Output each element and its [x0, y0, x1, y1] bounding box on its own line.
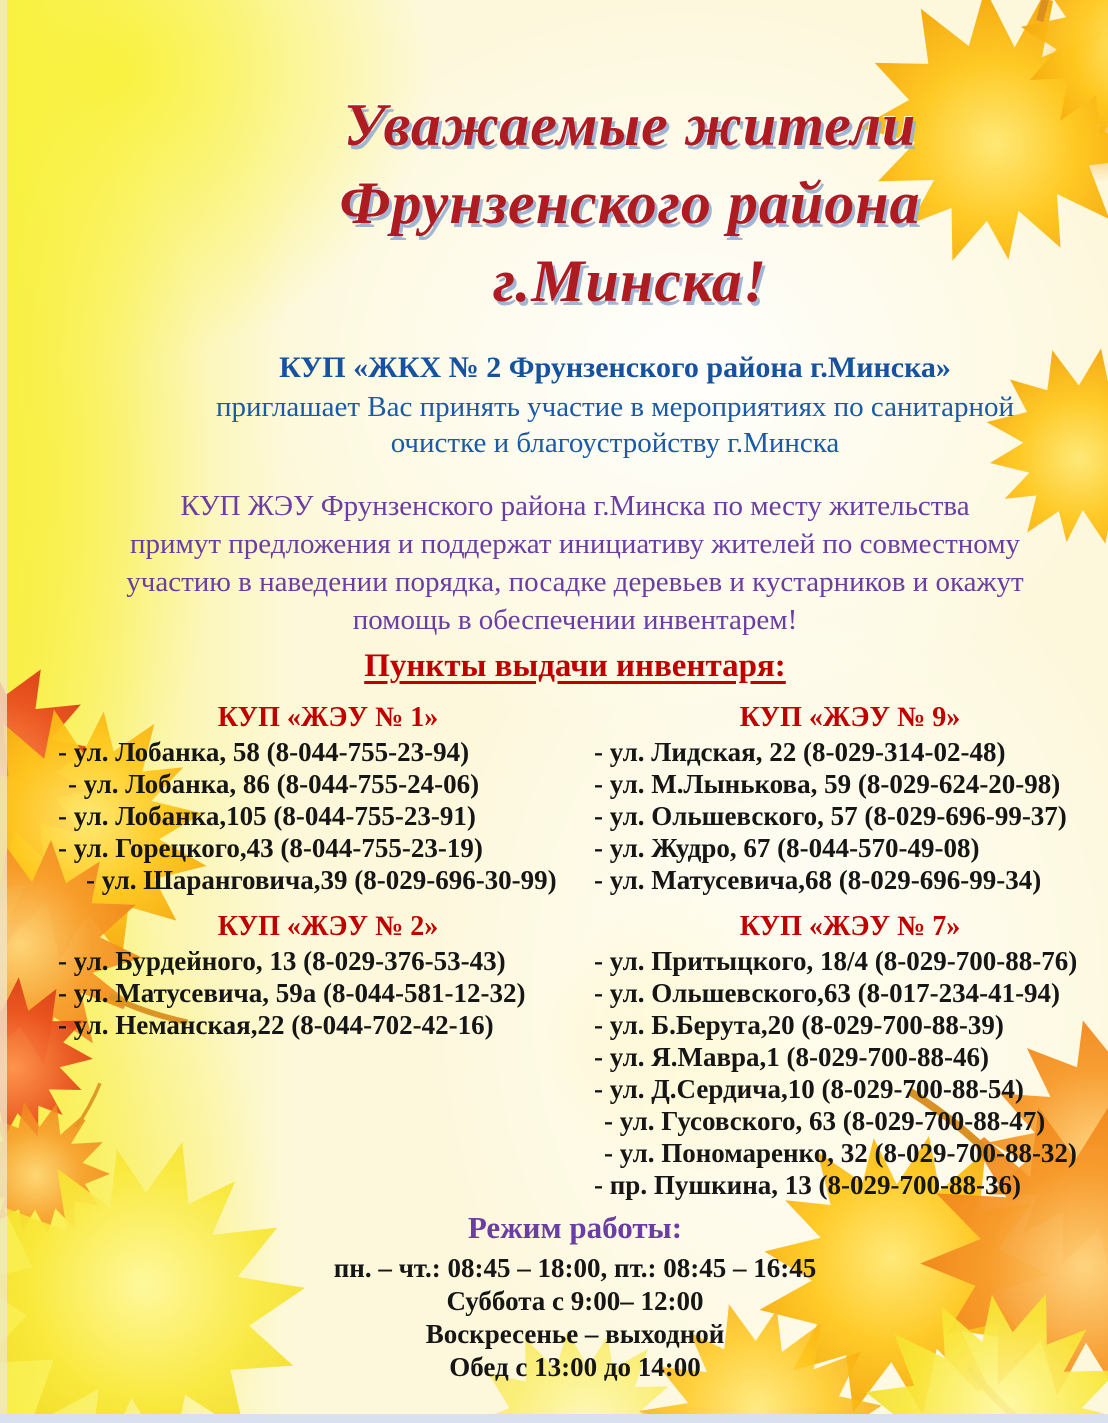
office-name: КУП «ЖЭУ № 1» — [217, 702, 439, 733]
address-item: - ул. Пономаренко, 32 (8-029-700-88-32) — [604, 1138, 1077, 1168]
office-block-zheu-9 — [594, 703, 1106, 896]
invitation-line: очистке и благоустройству г.Минска — [390, 427, 840, 459]
address-item: - ул. Д.Сердича,10 (8-029-700-88-54) — [594, 1074, 1024, 1104]
address-item: - ул. Лобанка, 58 (8-044-755-23-94) — [58, 737, 470, 767]
address-item: - ул. Ольшевского,63 (8-017-234-41-94) — [594, 978, 1061, 1008]
announcement-line: помощь в обеспечении инвентарем! — [352, 604, 798, 636]
address-item: - ул. Шаранговича,39 (8-029-696-30-99) — [86, 865, 557, 895]
invitation-block — [100, 350, 1108, 461]
bottom-edge-strip — [0, 1414, 1108, 1423]
schedule-line: Суббота с 9:00– 12:00 — [446, 1286, 704, 1316]
address-item: - ул. Притыцкого, 18/4 (8-029-700-88-76) — [594, 946, 1078, 976]
title-line: Фрунзенского района — [339, 170, 921, 236]
address-item: - ул. Гусовского, 63 (8-029-700-88-47) — [604, 1106, 1046, 1136]
office-name: КУП «ЖЭУ № 7» — [739, 911, 961, 942]
schedule-line: Воскресенье – выходной — [425, 1319, 725, 1349]
office-name: КУП «ЖЭУ № 9» — [739, 702, 961, 733]
invitation-line: приглашает Вас принять участие в мероприятиях по санитарной — [216, 391, 1014, 423]
title-line: г.Минска! — [492, 248, 768, 314]
office-block-zheu-1 — [58, 703, 598, 896]
address-list — [58, 945, 598, 1041]
working-hours-block — [55, 1210, 1095, 1384]
title-line: Уважаемые жители — [343, 92, 917, 158]
address-item: - ул. Лидская, 22 (8-029-314-02-48) — [594, 737, 1006, 767]
address-item: - пр. Пушкина, 13 (8-029-700-88-36) — [594, 1170, 1021, 1200]
address-item: - ул. Ольшевского, 57 (8-029-696-99-37) — [594, 801, 1067, 831]
address-list — [58, 736, 598, 896]
address-item: - ул. Лобанка, 86 (8-044-755-24-06) — [68, 769, 480, 799]
organization-name: КУП «ЖКХ № 2 Фрунзенского района г.Минска» — [279, 351, 951, 384]
address-item: - ул. Лобанка,105 (8-044-755-23-91) — [58, 801, 476, 831]
announcement-block — [55, 487, 1095, 639]
office-block-zheu-2 — [58, 912, 598, 1041]
working-hours-heading: Режим работы: — [467, 1210, 683, 1245]
address-item: - ул. М.Лынькова, 59 (8-029-624-20-98) — [594, 769, 1061, 799]
left-edge-strip — [0, 0, 7, 1423]
address-item: - ул. Я.Мавра,1 (8-029-700-88-46) — [594, 1042, 989, 1072]
address-list — [594, 736, 1106, 896]
address-item: - ул. Матусевича, 59а (8-044-581-12-32) — [58, 978, 526, 1008]
section-heading-inventory-points: Пункты выдачи инвентаря: — [364, 648, 786, 684]
address-item: - ул. Горецкого,43 (8-044-755-23-19) — [58, 833, 483, 863]
address-item: - ул. Бурдейного, 13 (8-029-376-53-43) — [58, 946, 506, 976]
office-block-zheu-7 — [594, 912, 1106, 1201]
address-item: - ул. Б.Берута,20 (8-029-700-88-39) — [594, 1010, 1004, 1040]
address-item: - ул. Матусевича,68 (8-029-696-99-34) — [594, 865, 1042, 895]
address-item: - ул. Жудро, 67 (8-044-570-49-08) — [594, 833, 980, 863]
schedule-line: Обед с 13:00 до 14:00 — [449, 1352, 701, 1382]
announcement-line: примут предложения и поддержат инициативу жителей по совместному — [129, 528, 1021, 560]
office-name: КУП «ЖЭУ № 2» — [217, 911, 439, 942]
address-list — [594, 945, 1106, 1201]
announcement-line: КУП ЖЭУ Фрунзенского района г.Минска по месту жительства — [180, 490, 970, 522]
announcement-line: участию в наведении порядка, посадке деревьев и кустарников и окажут — [126, 566, 1024, 598]
address-item: - ул. Неманская,22 (8-044-702-42-16) — [58, 1010, 494, 1040]
schedule-line: пн. – чт.: 08:45 – 18:00, пт.: 08:45 – 16:45 — [333, 1253, 817, 1283]
poster-title — [140, 86, 1108, 320]
